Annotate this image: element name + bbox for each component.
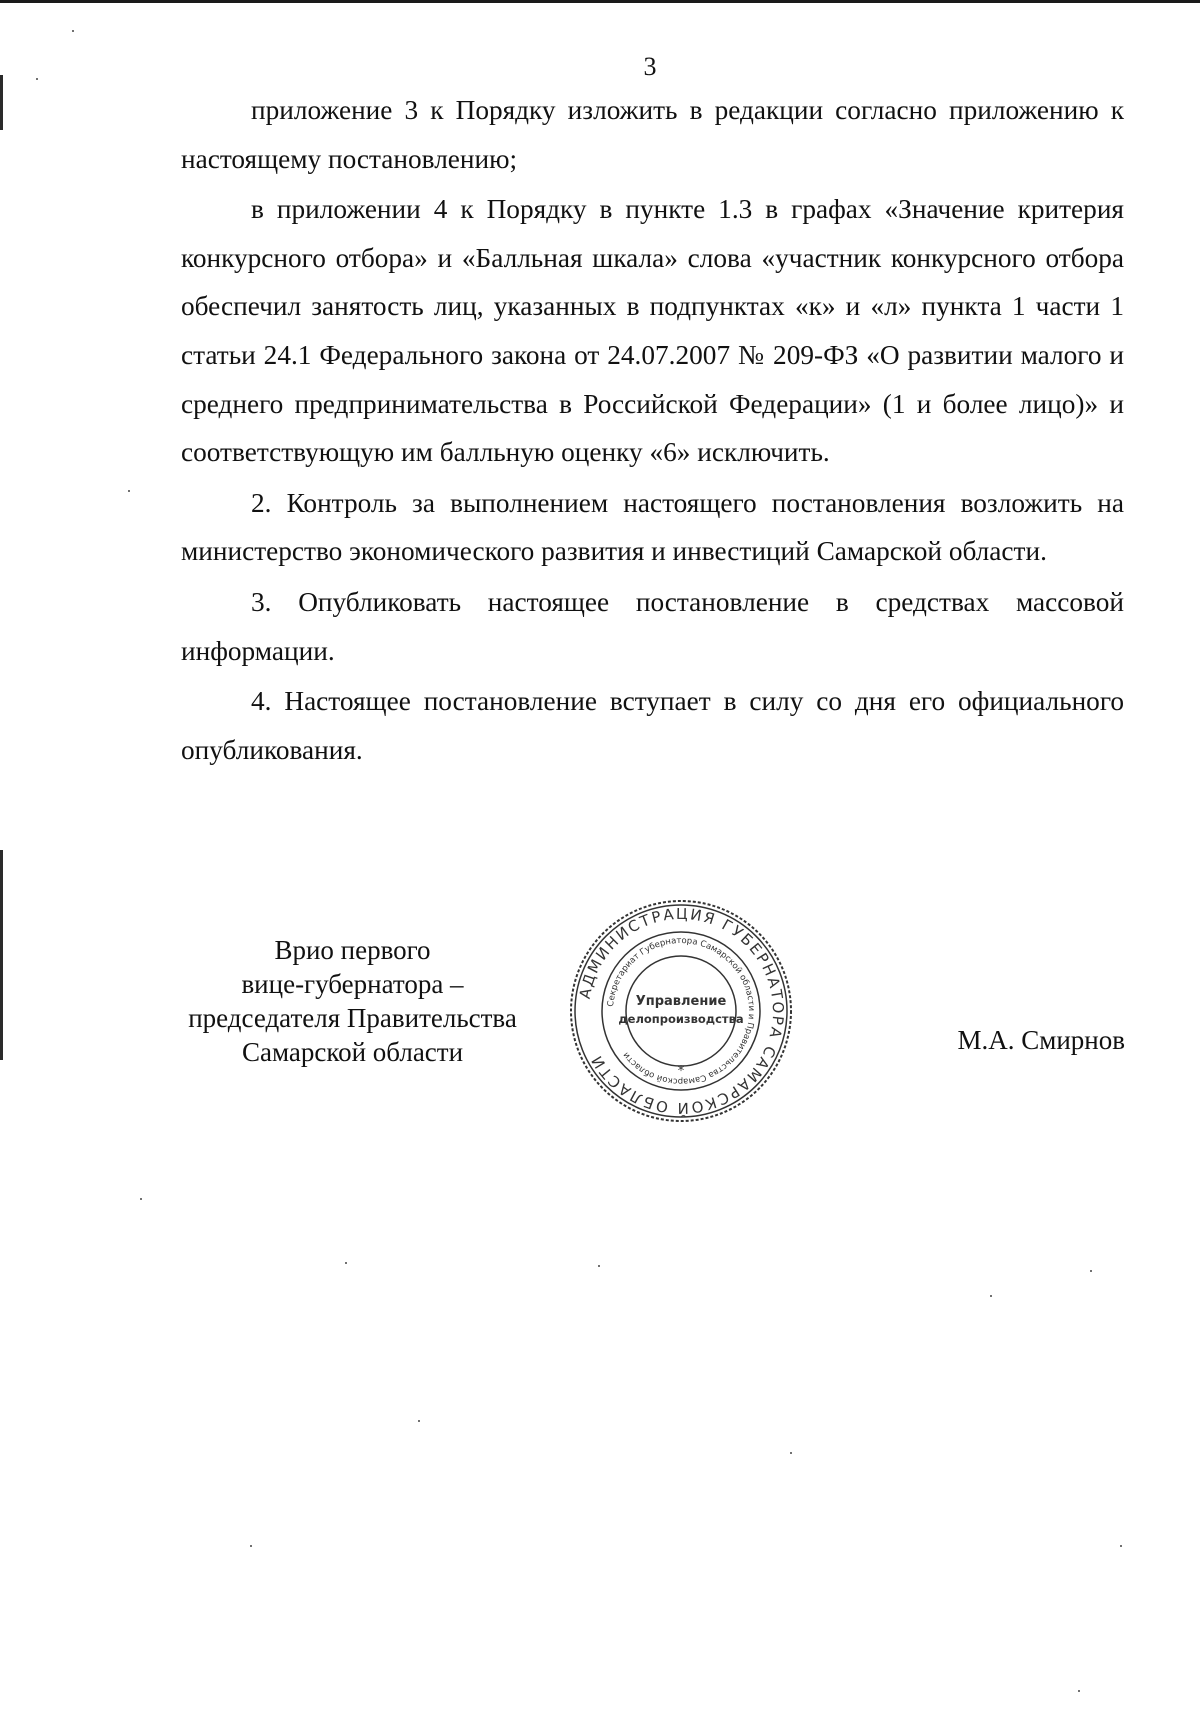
- position-line: председателя Правительства: [188, 1003, 517, 1033]
- position-line: вице-губернатора –: [241, 969, 464, 999]
- seal-outer-text: АДМИНИСТРАЦИЯ ГУБЕРНАТОРА САМАРСКОЙ ОБЛАСТИ: [575, 904, 788, 1118]
- scan-speck: [345, 1262, 347, 1264]
- scan-top-edge: [0, 0, 1200, 3]
- paragraph-publish: 3. Опубликовать настоящее постановление в средствах массовой информации.: [181, 586, 1124, 666]
- signatory-name: М.А. Смирнов: [957, 1025, 1125, 1055]
- position-line: Самарской области: [241, 1037, 464, 1067]
- position-line: Врио первого: [274, 935, 431, 965]
- paragraph-control: 2. Контроль за выполнением настоящего постановления возложить на министерство экономического развития и инвестиций Самарской области.: [181, 487, 1124, 567]
- seal-center-line-1: Управление: [635, 994, 727, 1009]
- seal-star: *: [677, 1064, 685, 1079]
- scan-left-edge-mark: [0, 850, 3, 1060]
- scan-speck: [990, 1295, 992, 1297]
- scan-speck: [36, 78, 38, 80]
- seal-inner-ring: [626, 956, 736, 1066]
- official-seal: [567, 897, 795, 1125]
- scan-speck: [140, 1198, 142, 1200]
- paragraph-effective: 4. Настоящее постановление вступает в силу со дня его официального опубликования.: [181, 686, 1124, 765]
- paragraph-appendix-3: приложение 3 к Порядку изложить в редакции согласно приложению к настоящему постановлению;: [181, 95, 1124, 174]
- scan-speck: [1120, 1545, 1122, 1547]
- paragraph-appendix-4: в приложении 4 к Порядку в пункте 1.3 в графах «Значение критерия конкурсного отбора» и «Балльная шкала» слова «участник конкурсного отбора обеспечил занятость лиц, указанных в подпунктах «к» и «л» пункта 1 части 1 статьи 24.1 Федерального закона от 24.07.2007 № 209-ФЗ «О развитии малого и среднего предпринимательства в Российской Федерации» (1 и более лицо)» и соответствующую им балльную оценку «6» исключить.: [181, 194, 1124, 468]
- seal-inner-text: Секретариат Губернатора Самарской области и Правительства Самарской области: [606, 935, 757, 1087]
- seal-center-line-2: делопроизводства: [618, 1012, 744, 1026]
- scan-left-edge-mark: [0, 75, 3, 130]
- scan-speck: [1078, 1690, 1080, 1692]
- page-number: 3: [643, 52, 657, 81]
- scan-speck: [598, 1265, 600, 1267]
- scan-speck: [790, 1452, 792, 1454]
- signatory-position: [180, 933, 525, 1069]
- scan-speck: [128, 490, 130, 492]
- scan-speck: [72, 30, 74, 32]
- seal-outer-border: [571, 901, 791, 1121]
- document-body: [181, 86, 1124, 774]
- scan-speck: [1090, 1270, 1092, 1272]
- scan-speck: [250, 1545, 252, 1547]
- scan-speck: [418, 1420, 420, 1422]
